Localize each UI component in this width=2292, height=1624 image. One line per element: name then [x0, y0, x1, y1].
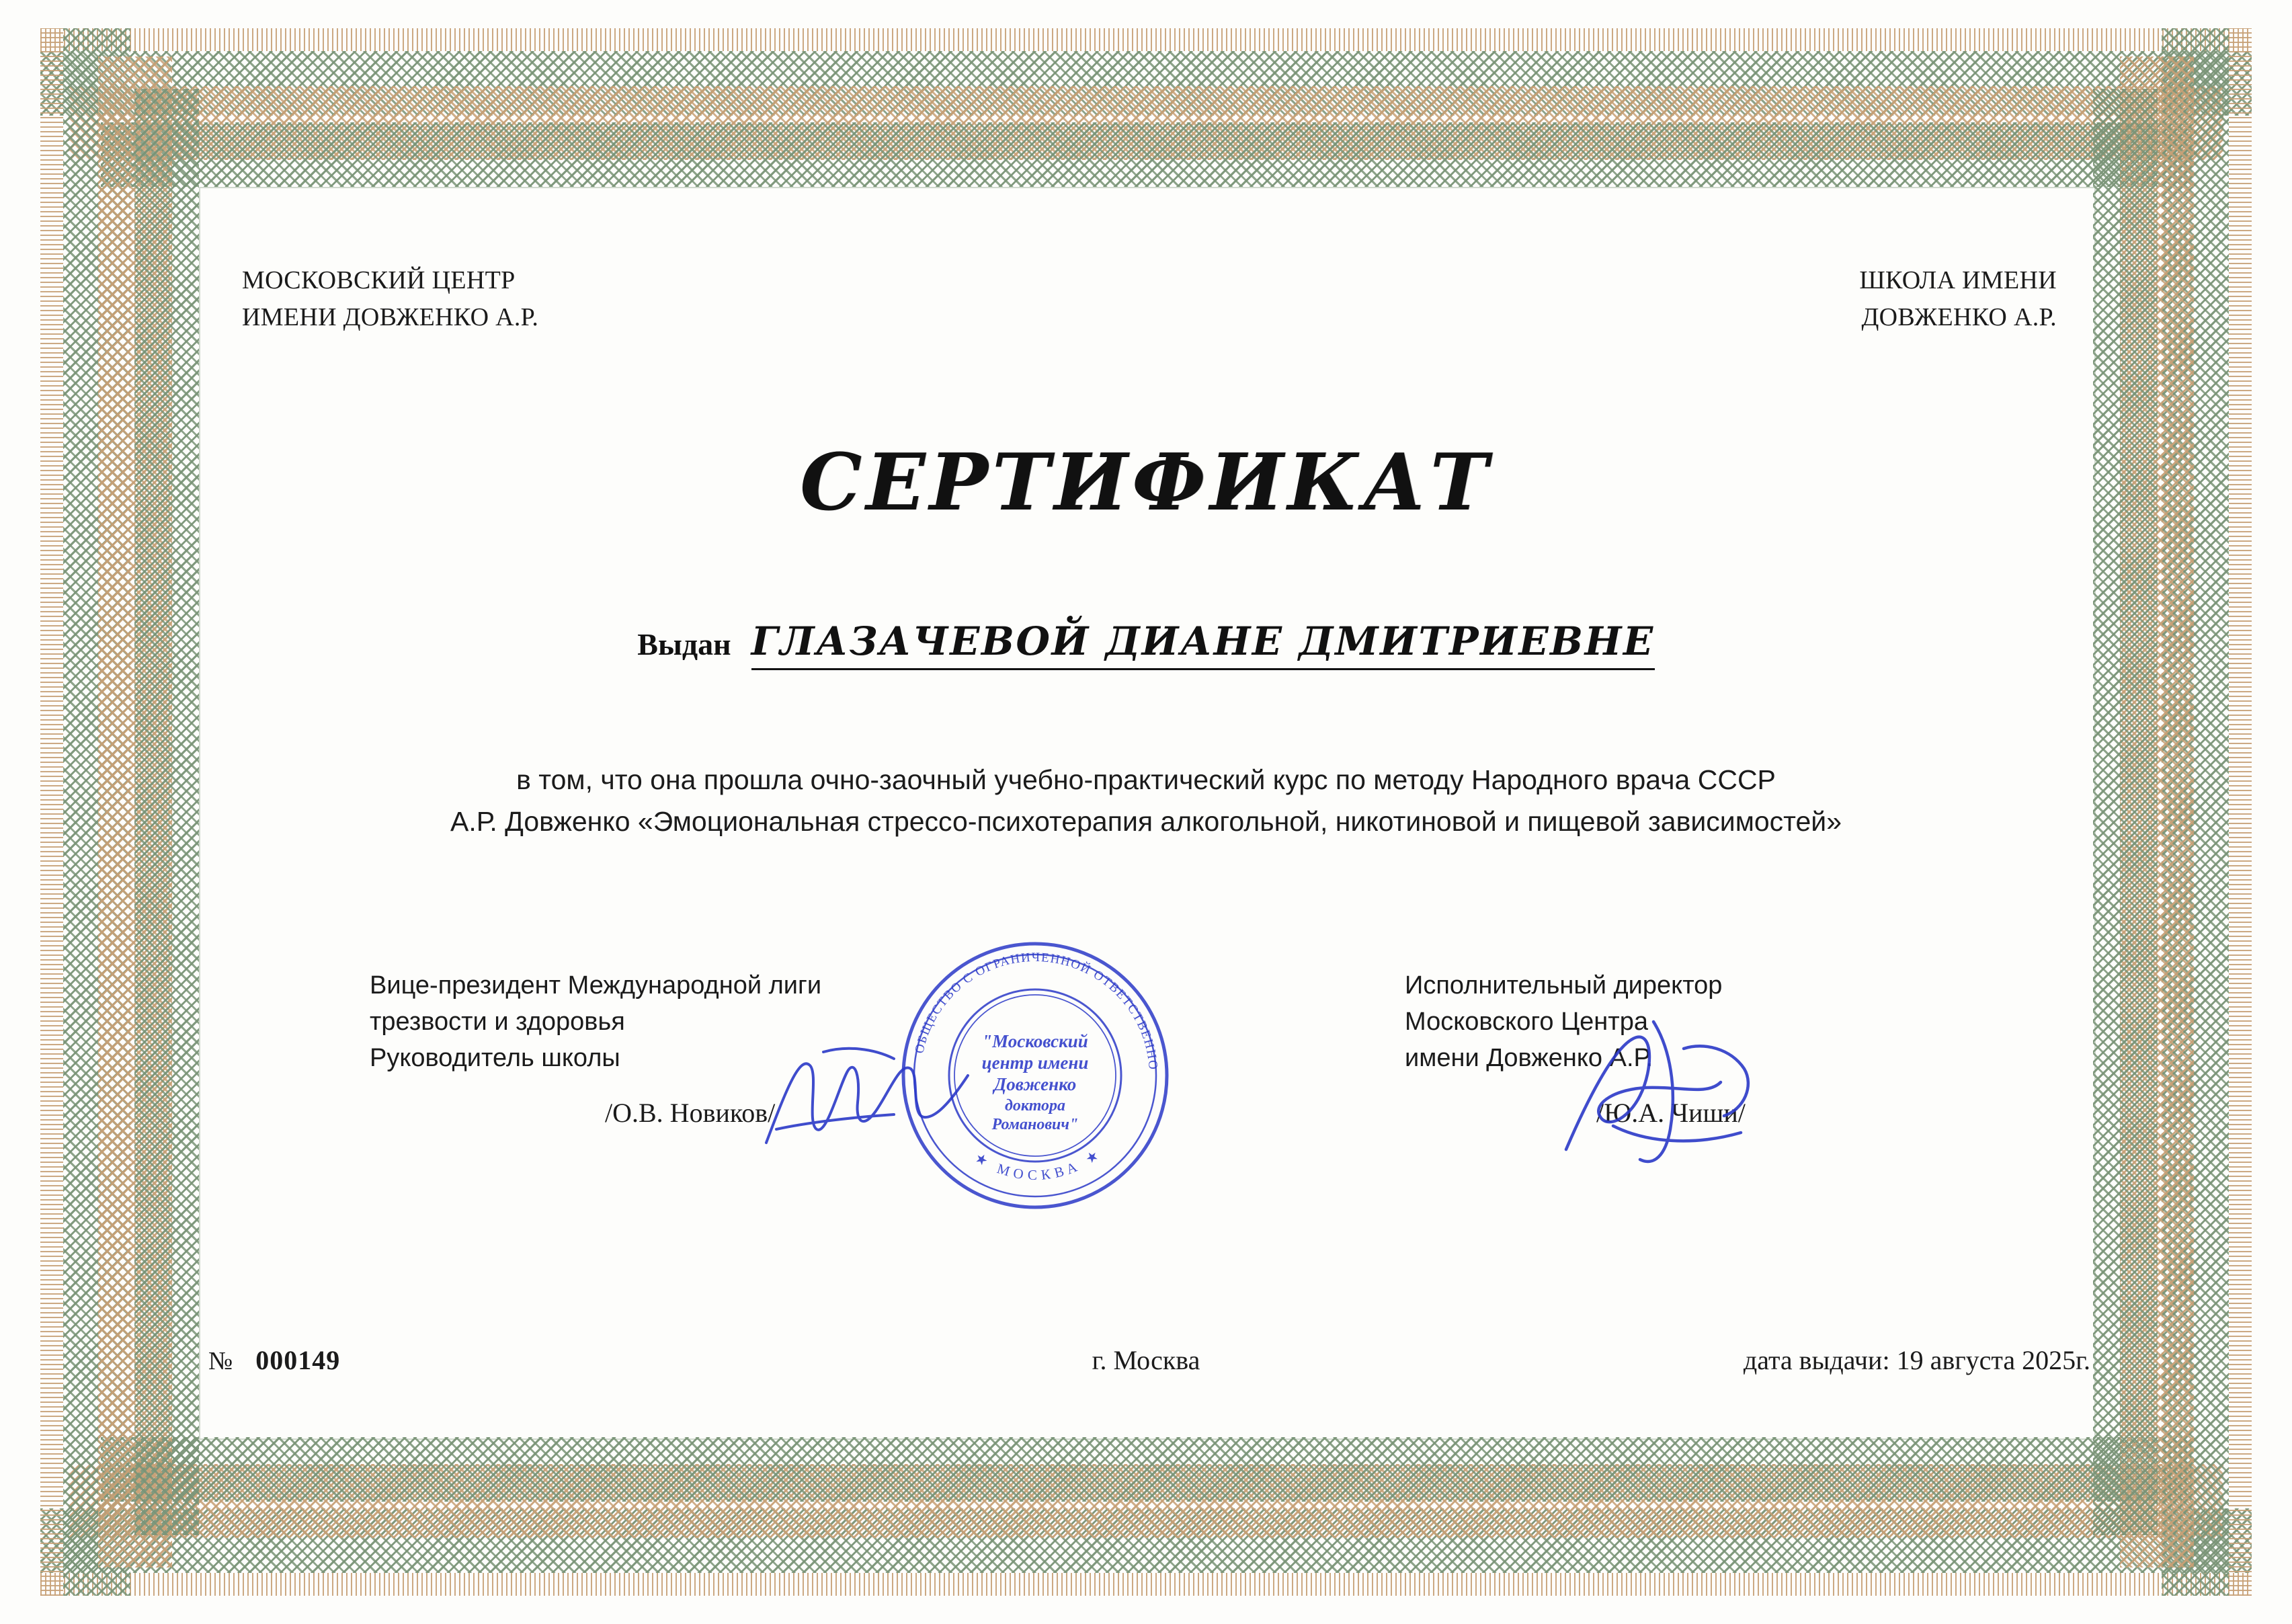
border-band-right-tan [2120, 56, 2194, 1568]
signature-block-right [1405, 968, 1746, 1133]
border-band-bottom-green-inner [101, 1437, 2191, 1502]
number-sign: № [208, 1347, 233, 1375]
recipient-name: ГЛАЗАЧЕВОЙ ДИАНЕ ДМИТРИЕВНЕ [751, 618, 1655, 670]
certificate-content [202, 202, 2090, 1432]
body-text-line1: в том, что она прошла очно-заочный учебно-практический курс по методу Народного врача СССР [516, 764, 1776, 795]
body-text-line2: А.Р. Довженко «Эмоциональная стрессо-психотерапия алкогольной, никотиновой и пищевой зависимостей» [450, 805, 1842, 837]
border-band-left-green-inner [134, 89, 199, 1535]
svg-text:доктора: доктора [1004, 1097, 1066, 1114]
body-text [208, 760, 2084, 842]
organization-right [1859, 262, 2057, 336]
organization-left-line1: МОСКОВСКИЙ ЦЕНТР [242, 266, 516, 294]
border-band-top-green [40, 51, 2252, 116]
signature-right-role-line1: Исполнительный директор [1405, 971, 1723, 1000]
border-band-bottom-tan-thin [40, 1573, 2252, 1596]
border-band-top-tan [69, 86, 2223, 160]
svg-text:центр имени: центр имени [981, 1053, 1089, 1073]
page-title: СЕРТИФИКАТ [800, 437, 1492, 528]
footer [202, 1344, 2090, 1385]
border-band-top-green-inner [101, 122, 2191, 187]
border-band-left-tan-thin [40, 28, 63, 1596]
signature-left-role-line3: Руководитель школы [370, 1043, 620, 1072]
border-band-right-green-inner [2093, 89, 2158, 1535]
border-band-bottom-tan [69, 1464, 2223, 1538]
svg-text:"Московский: "Московский [982, 1031, 1088, 1051]
border-band-left-green [63, 28, 130, 1596]
issue-city: г. Москва [1092, 1345, 1200, 1375]
issue-date: дата выдачи: 19 августа 2025г. [1743, 1345, 2090, 1375]
issued-to-row [202, 618, 2090, 670]
header-organizations [242, 262, 2057, 336]
svg-text:Романович": Романович" [991, 1116, 1079, 1133]
border-band-right-green [2162, 28, 2229, 1596]
signature-block-left [370, 968, 821, 1133]
signature-left-name: /О.В. Новиков/ [605, 1097, 776, 1128]
organization-left [242, 262, 538, 336]
signature-section [202, 968, 2090, 1156]
signature-right-role-line2: Московского Центра [1405, 1007, 1648, 1036]
organization-right-line2: ДОВЖЕНКО А.Р. [1861, 303, 2057, 332]
signature-right-role-line3: имени Довженко А.Р. [1405, 1043, 1653, 1072]
number-value: 000149 [255, 1345, 341, 1375]
svg-text:★ МОСКВА ★: ★ МОСКВА ★ [972, 1144, 1106, 1183]
svg-text:Довженко: Довженко [993, 1074, 1077, 1094]
signature-left-role-line2: трезвости и здоровья [370, 1007, 625, 1036]
issued-label: Выдан [637, 627, 731, 661]
organization-left-line2: ИМЕНИ ДОВЖЕНКО А.Р. [242, 303, 539, 332]
svg-text:ОБЩЕСТВО С ОГРАНИЧЕННОЙ ОТВЕТС: ОБЩЕСТВО С ОГРАНИЧЕННОЙ ОТВЕТСТВЕННОСТЬЮ [887, 924, 1160, 1071]
signature-left-role-line1: Вице-президент Международной лиги [370, 971, 822, 1000]
signature-right-name: /Ю.А. Чиши/ [1596, 1097, 1746, 1128]
border-band-top-tan-thin [40, 28, 2252, 51]
organization-right-line1: ШКОЛА ИМЕНИ [1859, 266, 2057, 294]
border-band-right-tan-thin [2229, 28, 2252, 1596]
border-band-left-tan [98, 56, 172, 1568]
border-band-bottom-green [40, 1508, 2252, 1573]
